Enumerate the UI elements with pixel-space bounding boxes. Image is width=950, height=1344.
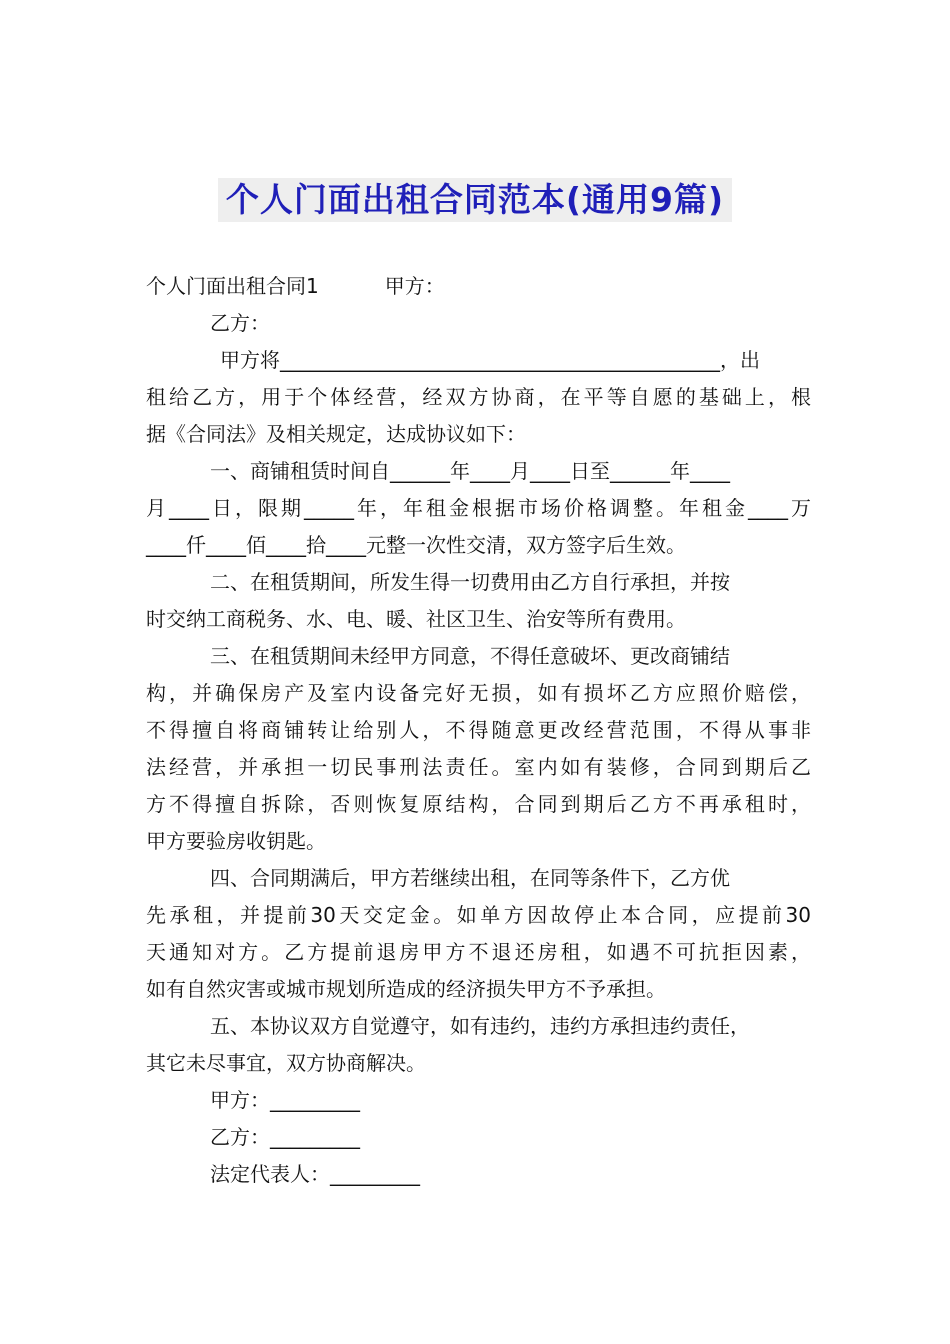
paragraph-line: 租给乙方，用于个体经营，经双方协商，在平等自愿的基础上，根 (146, 385, 811, 409)
clause-5-line: 其它未尽事宜，双方协商解决。 (146, 1051, 426, 1075)
signature-legal-representative: 法定代表人：_________ (210, 1162, 420, 1186)
document-body (146, 268, 811, 1193)
clause-4-line: 如有自然灾害或城市规划所造成的经济损失甲方不予承担。 (146, 977, 666, 1001)
clause-2-line: 二、在租赁期间，所发生得一切费用由乙方自行承担，并按 (210, 570, 730, 594)
party-b-label: 乙方： (210, 311, 270, 335)
title-wrap (0, 178, 950, 222)
clause-3-line: 不得擅自将商铺转让给别人，不得随意更改经营范围，不得从事非 (146, 718, 811, 742)
clause-3-line: 甲方要验房收钥匙。 (146, 829, 326, 853)
clause-4-line: 四、合同期满后，甲方若继续出租，在同等条件下，乙方优 (210, 866, 730, 890)
party-a-label: 甲方： (384, 274, 445, 298)
signature-party-a: 甲方：_________ (210, 1088, 360, 1112)
clause-3-line: 三、在租赁期间未经甲方同意，不得任意破坏、更改商铺结 (210, 644, 730, 668)
clause-3-line: 方不得擅自拆除，否则恢复原结构，合同到期后乙方不再承租时， (146, 792, 811, 816)
clause-4-line: 先承租，并提前30天交定金。如单方因故停止本合同，应提前30 (146, 903, 811, 927)
document-title: 个人门面出租合同范本(通用9篇) (218, 178, 732, 222)
contract-heading-line (146, 268, 811, 305)
clause-3-line: 构，并确保房产及室内设备完好无损，如有损坏乙方应照价赔偿， (146, 681, 811, 705)
signature-party-b: 乙方：_________ (210, 1125, 360, 1149)
clause-5-line: 五、本协议双方自觉遵守，如有违约，违约方承担违约责任， (210, 1014, 750, 1038)
clause-4-line: 天通知对方。乙方提前退房甲方不退还房租，如遇不可抗拒因素， (146, 940, 811, 964)
clause-2-line: 时交纳工商税务、水、电、暖、社区卫生、治安等所有费用。 (146, 607, 686, 631)
clause-3-line: 法经营，并承担一切民事刑法责任。室内如有装修，合同到期后乙 (146, 755, 811, 779)
contract-heading: 个人门面出租合同1 (146, 274, 319, 298)
clause-1-line: ____仟____佰____拾____元整一次性交清，双方签字后生效。 (146, 533, 686, 557)
clause-1-line: 月____日，限期_____年，年租金根据市场价格调整。年租金____万 (146, 496, 811, 520)
clause-1-line: 一、商铺租赁时间自______年____月____日至______年____ (210, 459, 730, 483)
paragraph-line: 甲方将____________________________________________，出 (220, 348, 760, 372)
paragraph-line: 据《合同法》及相关规定，达成协议如下： (146, 422, 526, 446)
